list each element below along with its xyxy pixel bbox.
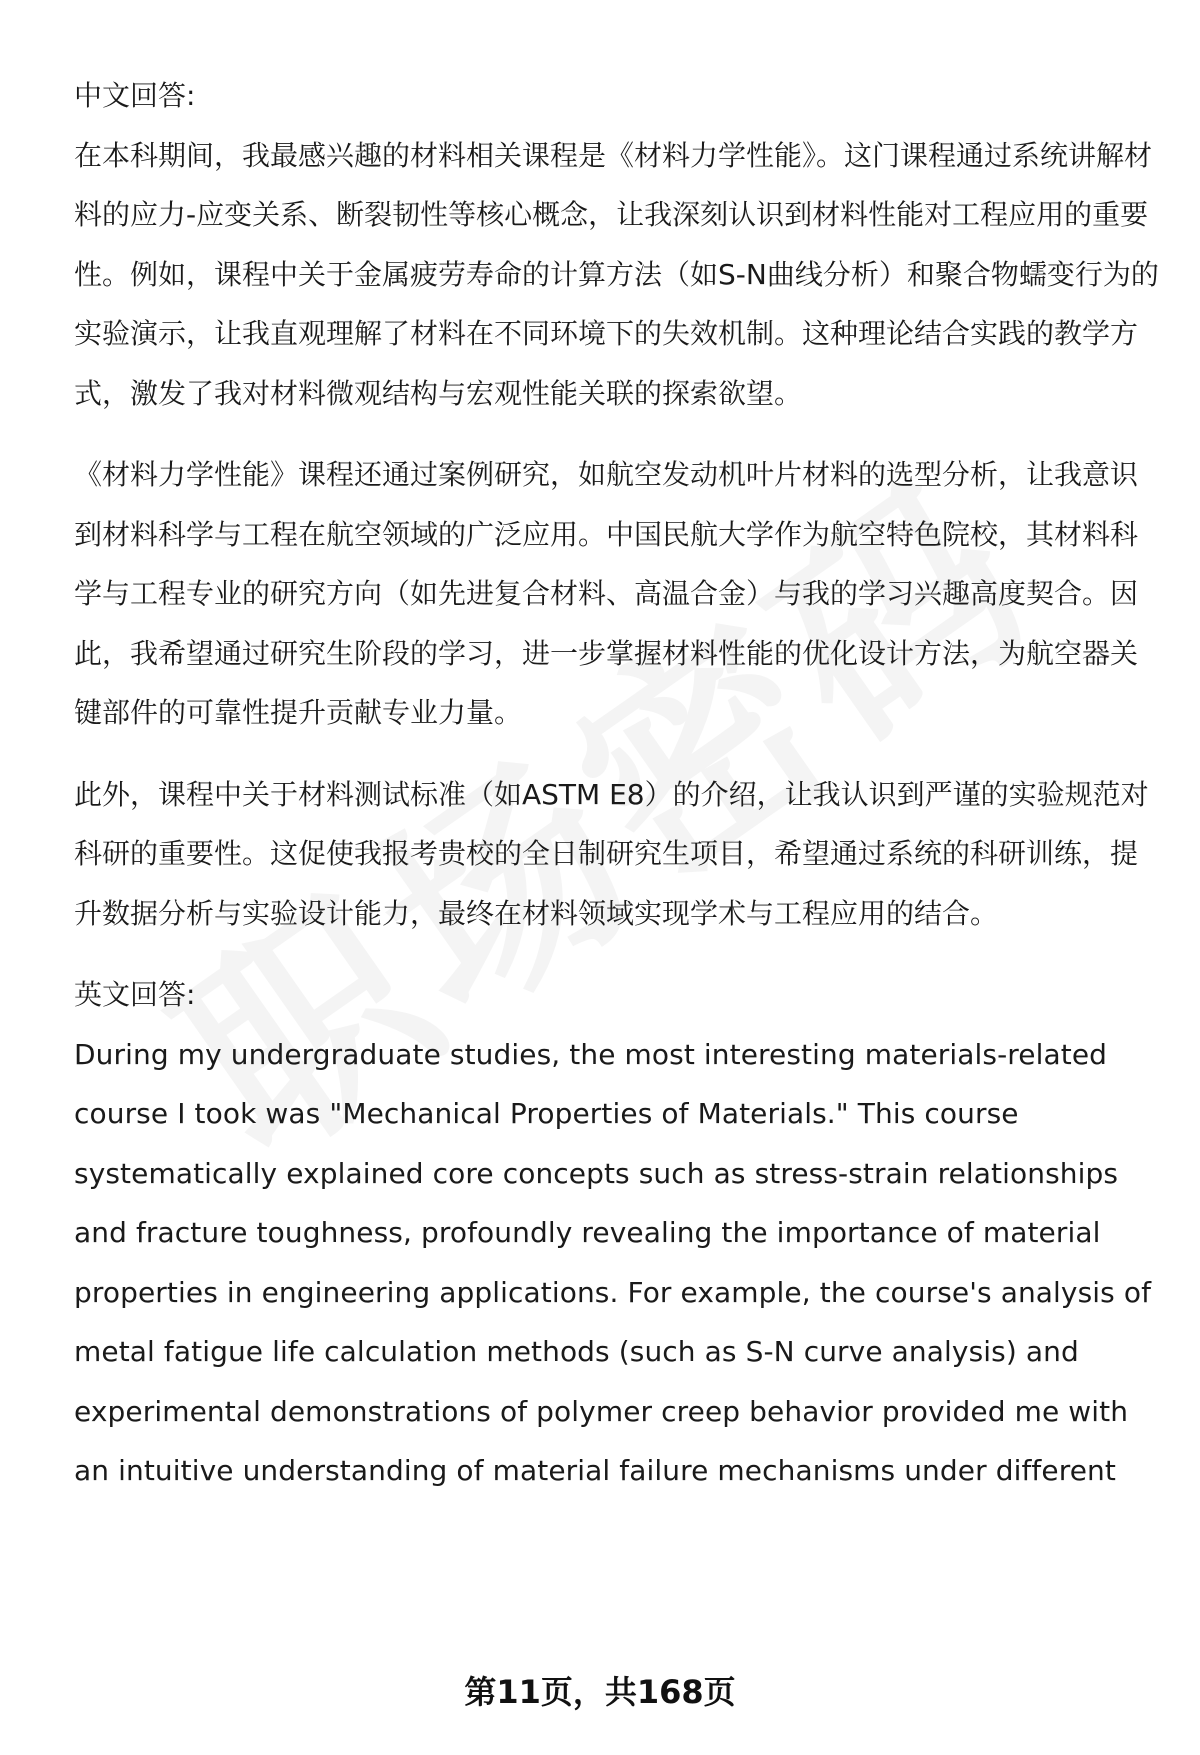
page-number-footer: 第11页，共168页 bbox=[464, 1673, 736, 1711]
english-answer-heading: 英文回答: bbox=[74, 978, 196, 1011]
chinese-answer-heading: 中文回答: bbox=[74, 79, 196, 112]
chinese-paragraph-3: 此外，课程中关于材料测试标准（如ASTM E8）的介绍，让我认识到严谨的实验规范对科研的重要性。这促使我报考贵校的全日制研究生项目，希望通过系统的科研训练，提升数据分析与实验设计能力，最终在材料领域实现学术与工程应用的结合。 bbox=[74, 777, 1149, 930]
chinese-paragraph-1: 在本科期间，我最感兴趣的材料相关课程是《材料力学性能》。这门课程通过系统讲解材料的应力-应变关系、断裂韧性等核心概念，让我深刻认识到材料性能对工程应用的重要性。例如，课程中关于金属疲劳寿命的计算方法（如S-N曲线分析）和聚合物蠕变行为的实验演示，让我直观理解了材料在不同环境下的失效机制。这种理论结合实践的教学方式，激发了我对材料微观结构与宏观性能关联的探索欲望。 bbox=[74, 138, 1159, 410]
document-body bbox=[74, 66, 1160, 1501]
english-paragraph-1: During my undergraduate studies, the most interesting materials-related course I took was "Mechanical Properties of Materials." This course systematically explained core concepts such as stress-strain relationships and fracture toughness, profoundly revealing the importance of material properties in engineering applications. For example, the course's analysis of metal fatigue life calculation methods (such as S-N curve analysis) and experimental demonstrations of polymer creep behavior provided me with an intuitive understanding of material failure mechanisms under different bbox=[74, 1037, 1152, 1487]
chinese-paragraph-2: 《材料力学性能》课程还通过案例研究，如航空发动机叶片材料的选型分析，让我意识到材料科学与工程在航空领域的广泛应用。中国民航大学作为航空特色院校，其材料科学与工程专业的研究方向（如先进复合材料、高温合金）与我的学习兴趣高度契合。因此，我希望通过研究生阶段的学习，进一步掌握材料性能的优化设计方法，为航空器关键部件的可靠性提升贡献专业力量。 bbox=[74, 458, 1139, 729]
